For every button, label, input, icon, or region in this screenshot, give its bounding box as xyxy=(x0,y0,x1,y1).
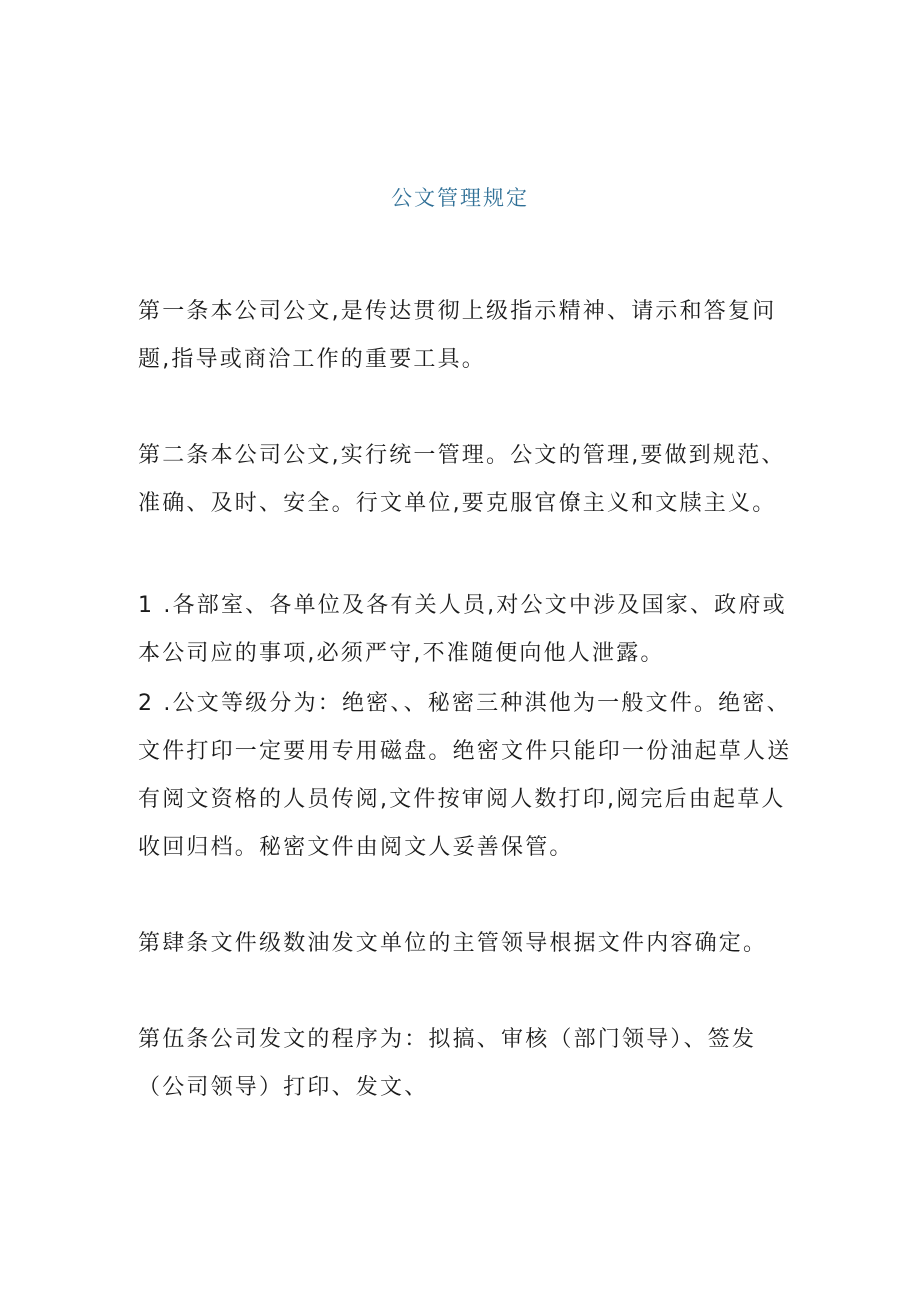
item-2-line-4: 收回归档。秘密文件由阅文人妥善保管。 xyxy=(138,835,574,860)
item-1-line-1: 1 .各部室、各单位及各有关人员,对公文中涉及国家、政府或 xyxy=(138,593,787,618)
item-1-line-2: 本公司应的事项,必须严守,不准随便向他人泄露。 xyxy=(138,641,665,666)
article-1-line-2: 题,指导或商洽工作的重要工具。 xyxy=(138,347,486,372)
article-2-line-1: 第二条本公司公文,实行统一管理。公文的管理,要做到规范、 xyxy=(138,443,786,468)
document-title: 公文管理规定 xyxy=(391,186,529,210)
article-1-line-1: 第一条本公司公文,是传达贯彻上级指示精神、请示和答复问 xyxy=(138,299,777,324)
article-2-line-2: 准确、及时、安全。行文单位,要克服官僚主义和文牍主义。 xyxy=(138,491,777,516)
item-2-line-1: 2 .公文等级分为：绝密、、秘密三种淇他为一般文件。绝密、 xyxy=(138,691,791,716)
article-4-line-1: 第肆条文件级数油发文单位的主管领导根据文件内容确定。 xyxy=(138,931,768,956)
article-5-line-2: （公司领导）打印、发文、 xyxy=(138,1075,429,1100)
article-5-line-1: 第伍条公司发文的程序为：拟搞、审核（部门领导）、签发 xyxy=(138,1027,757,1052)
item-2-line-2: 文件打印一定要用专用磁盘。绝密文件只能印一份油起草人送 xyxy=(138,739,792,764)
item-2-line-3: 有阅文资格的人员传阅,文件按审阅人数打印,阅完后由起草人 xyxy=(138,787,786,812)
